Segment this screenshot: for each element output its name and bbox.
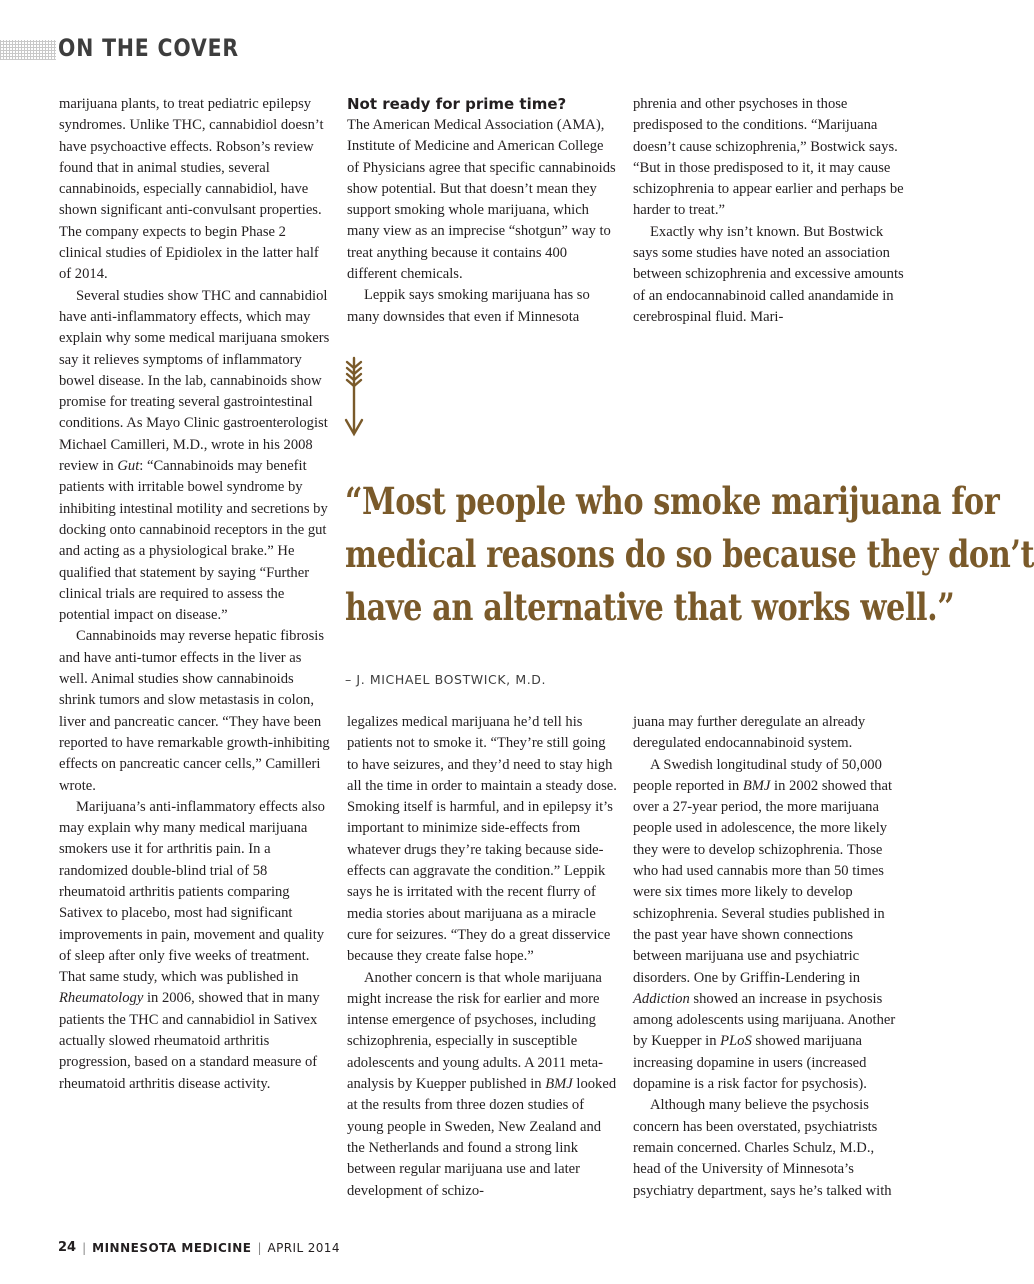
paragraph: phrenia and other psychoses in those predisposed to the conditions. “Marijuana doesn’t cause schizophrenia,” Bostwick says. “But in those predisposed to it, it may cause schizophrenia to appear earlier and perhaps be harder to treat.”	[633, 96, 904, 219]
publication-name: MINNESOTA MEDICINE	[92, 1240, 252, 1255]
footer-separator: |	[82, 1240, 87, 1255]
journal-title: Rheumatology	[59, 990, 144, 1007]
subhead: Not ready for prime time?	[347, 95, 567, 113]
pull-quote-line: “Most people who smoke marijuana for	[345, 479, 1000, 523]
journal-title: Gut	[117, 458, 140, 475]
column-2-bottom	[347, 712, 619, 1202]
column-3-top	[633, 94, 905, 328]
issue-date: APRIL 2014	[267, 1240, 340, 1255]
page-footer	[58, 1240, 340, 1255]
paragraph: marijuana plants, to treat pediatric epilepsy syndromes. Unlike THC, cannabidiol doesn’t have psychoactive effects. Robson’s review found that in animal studies, several cannabinoids, especially cannabidiol, have shown significant anti-convulsant properties. The company expects to begin Phase 2 clinical studies of Epidiolex in the latter half of 2014.	[59, 96, 324, 283]
paragraph: legalizes medical marijuana he’d tell his patients not to smoke it. “They’re still going to have seizures, and they’d need to stay high all the time in order to maintain a steady dose. Smoking itself is harmful, and in epilepsy it’s important to minimize side-effects from whatever drugs they’re taking because side-effects can aggravate the condition.” Leppik says he is irritated with the recent flurry of media stories about marijuana as a miracle cure for seizures. “They do a great disservice because they create false hope.”	[347, 714, 617, 965]
paragraph: The American Medical Association (AMA), Institute of Medicine and American College of Physicians agree that specific cannabinoids show potential. But that doesn’t mean they support smoking whole marijuana, which many view as an imprecise “shotgun” way to treat anything because it contains 400 different chemicals.	[347, 117, 616, 283]
section-title: ON THE COVER	[58, 34, 239, 62]
quote-attribution: – J. MICHAEL BOSTWICK, M.D.	[345, 672, 547, 687]
paragraph: Marijuana’s anti-inflammatory effects also may explain why many medical marijuana smokers use it for arthritis pain. In a randomized double-blind trial of 58 rheumatoid arthritis patients comparing Sativex to placebo, most had significant improvements in pain, movement and quality of sleep after only five weeks of treatment. That same study, which was published in Rheumatology in 2006, showed that in many patients the THC and cannabidiol in Sativex actually slowed rheumatoid arthritis progression, based on a standard measure of rheumatoid arthritis disease activity.	[59, 798, 325, 1092]
journal-title: PLoS	[720, 1033, 752, 1050]
paragraph: A Swedish longitudinal study of 50,000 people reported in BMJ in 2002 showed that over a 27-year period, the more marijuana people used in adolescence, the more likely they were to develop schizophrenia. Those who had used cannabis more than 50 times were six times more likely to develop schizophrenia. Several studies published in the past year have shown connections between marijuana use and psychiatric disorders. One by Griffin-Lendering in Addiction showed an increase in psychosis among adolescents using marijuana. Another by Kuepper in PLoS showed marijuana increasing dopamine in users (increased dopamine is a risk factor for psychosis).	[633, 756, 896, 1093]
pull-quote	[345, 475, 1034, 634]
down-arrow-icon	[343, 354, 365, 440]
page-number: 24	[58, 1240, 77, 1255]
column-3-bottom	[633, 712, 905, 1202]
journal-title: Addiction	[633, 990, 690, 1007]
footer-separator: |	[257, 1240, 262, 1255]
column-1	[59, 94, 331, 1095]
paragraph: Leppik says smoking marijuana has so many downsides that even if Minnesota	[347, 287, 590, 325]
column-2-top	[347, 94, 619, 328]
paragraph: Another concern is that whole marijuana might increase the risk for earlier and more intense emergence of psychoses, including schizophrenia, especially in susceptible adolescents and young adults. A 2011 meta-analysis by Kuepper published in BMJ looked at the results from three dozen studies of young people in Sweden, New Zealand and the Netherlands and found a strong link between regular marijuana use and later development of schizo-	[347, 969, 617, 1199]
journal-title: BMJ	[742, 777, 771, 794]
pull-quote-line: medical reasons do so because they don’t	[345, 532, 1034, 576]
paragraph: Although many believe the psychosis concern has been overstated, psychiatrists remain concerned. Charles Schulz, M.D., head of the University of Minnesota’s psychiatry department, says he’s talked with	[633, 1097, 892, 1199]
paragraph: Exactly why isn’t known. But Bostwick says some studies have noted an association between schizophrenia and excessive amounts of an endocannabinoid called anandamide in cerebrospinal fluid. Mari-	[633, 223, 904, 325]
journal-title: BMJ	[545, 1076, 573, 1093]
pull-quote-line: have an alternative that works well.”	[345, 585, 955, 629]
paragraph: Several studies show THC and cannabidiol have anti-inflammatory effects, which may explain why some medical marijuana smokers say it relieves symptoms of inflammatory bowel disease. In the lab, cannabinoids show promise for treating several gastrointestinal conditions. As Mayo Clinic gastroenterologist Michael Camilleri, M.D., wrote in his 2008 review in Gut: “Cannabinoids may benefit patients with irritable bowel syndrome by inhibiting intestinal motility and secretions by docking onto cannabinoid receptors in the gut and acting as a physiological brake.” He qualified that statement by saying “Further clinical trials are required to assess the potential impact on disease.”	[59, 287, 330, 624]
paragraph: Cannabinoids may reverse hepatic fibrosis and have anti-tumor effects in the liver as well. Animal studies show cannabinoids shrink tumors and slow metastasis in colon, liver and pancreatic cancer. “They have been reported to have remarkable growth-inhibiting effects on pancreatic cancer cells,” Camilleri wrote.	[59, 628, 330, 794]
paragraph: juana may further deregulate an already deregulated endocannabinoid system.	[633, 714, 866, 752]
section-pattern	[0, 40, 56, 60]
